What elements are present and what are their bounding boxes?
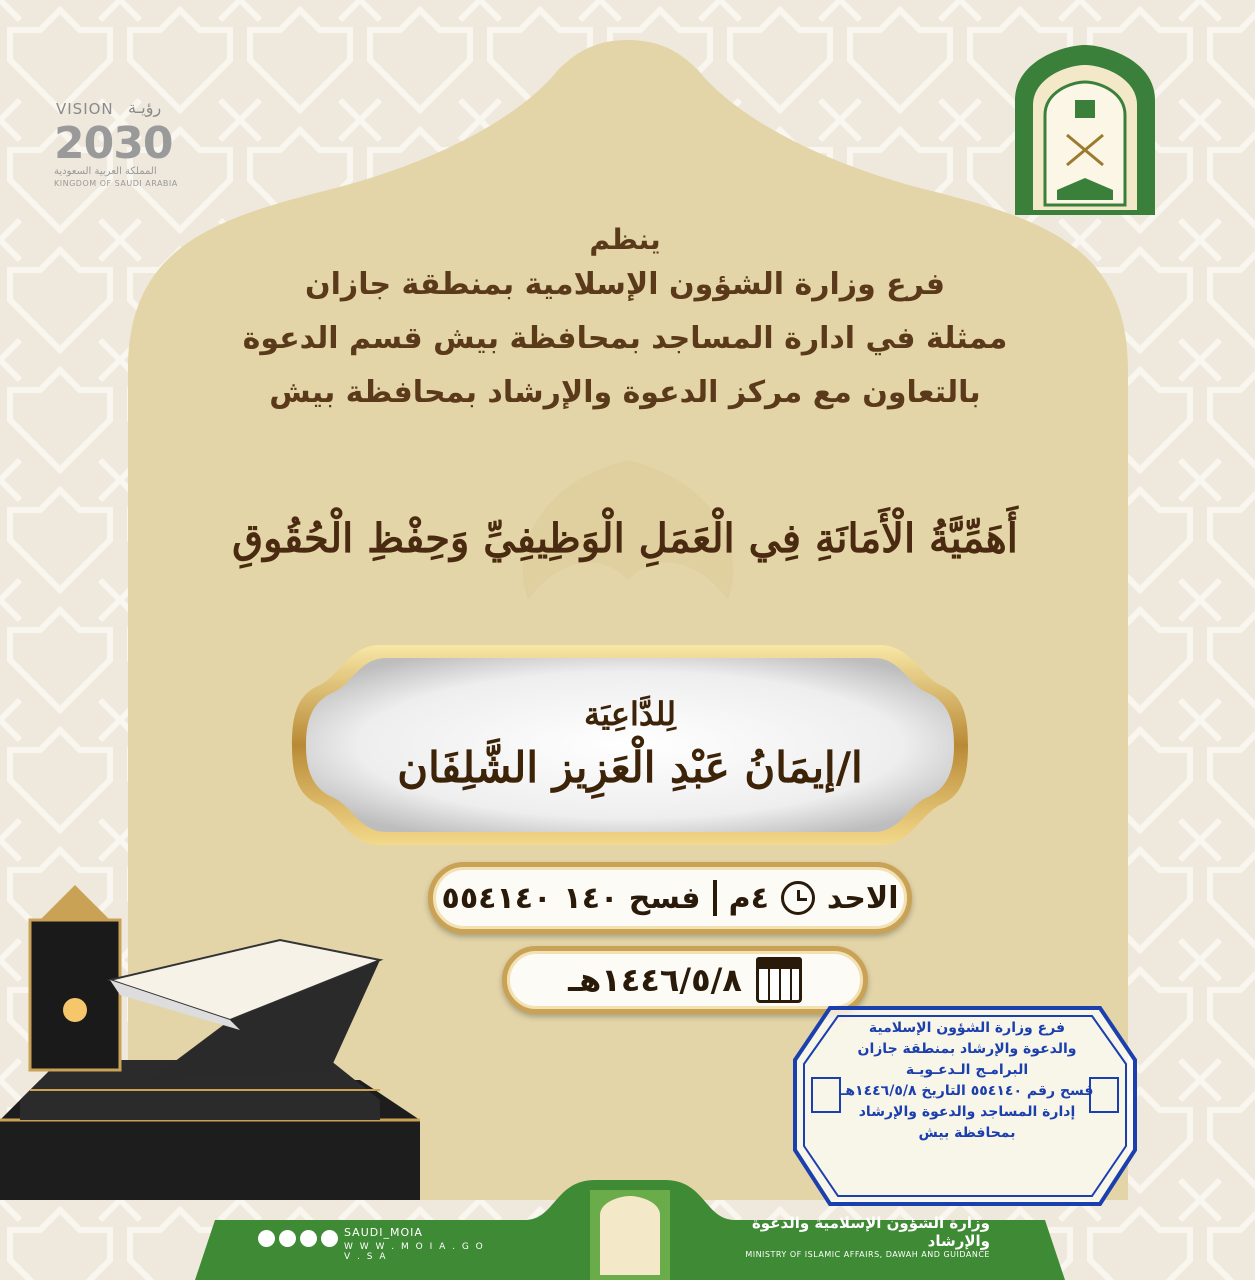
stamp-line-6: بمحافظة بيش bbox=[918, 1125, 1016, 1141]
organizes-label: ينظم bbox=[589, 223, 661, 256]
ministry-name-en: MINISTRY OF ISLAMIC AFFAIRS, DAWAH AND GUIDANCE bbox=[745, 1250, 990, 1259]
speaker-block bbox=[290, 692, 970, 800]
permit-number: ٥٥٤١٤٠ bbox=[441, 880, 552, 916]
day-text: الاحد bbox=[826, 880, 899, 916]
vision-word: VISION bbox=[56, 100, 114, 118]
quran-lantern-illustration bbox=[0, 880, 440, 1200]
stamp-line-4 bbox=[838, 1081, 1096, 1102]
schedule-pill bbox=[428, 862, 912, 934]
calendar-icon bbox=[756, 957, 802, 1003]
organizer-line-3: بالتعاون مع مركز الدعوة والإرشاد بمحافظة بيش bbox=[269, 375, 981, 410]
stamp-line-2: والدعوة والإرشاد بمنطقة جازان bbox=[857, 1041, 1077, 1057]
stamp-line-3: البرامـج الـدعـويـة bbox=[905, 1062, 1029, 1078]
whatsapp-icon[interactable] bbox=[258, 1230, 275, 1247]
stamp-line-1: فرع وزارة الشؤون الإسلامية bbox=[868, 1020, 1066, 1036]
stamp-text bbox=[838, 1018, 1096, 1144]
organizer-block bbox=[150, 222, 1100, 420]
speaker-label: لِلدَّاعِيَة bbox=[584, 695, 676, 733]
clock-icon bbox=[781, 881, 815, 915]
stamp-date-label: التاريخ bbox=[921, 1083, 966, 1099]
vision-2030-logo bbox=[50, 100, 210, 190]
permit-label: فسح ١٤٠ bbox=[563, 880, 701, 916]
social-handle: SAUDI_MOIA bbox=[344, 1226, 423, 1239]
vision-kingdom-en: KINGDOM OF SAUDI ARABIA bbox=[54, 179, 178, 188]
stamp-permit-label: فسح رقم bbox=[1026, 1083, 1094, 1099]
vision-kingdom-ar: المملكة العربية السعودية bbox=[54, 166, 157, 177]
ministry-name-ar: وزارة الشؤون الإسلامية والدعوة والإرشاد bbox=[751, 1214, 990, 1250]
footer-ministry bbox=[720, 1214, 990, 1259]
lecture-title: أَهَمِّيَّةُ الْأَمَانَةِ فِي الْعَمَلِ الْوَظِيفِيِّ وَحِفْظِ الْحُقُوقِ bbox=[232, 515, 1018, 562]
stamp-date-value: ١٤٤٦/٥/٨هـ bbox=[840, 1083, 917, 1099]
stamp-permit-value: ٥٥٤١٤٠ bbox=[970, 1083, 1022, 1099]
social-icons bbox=[258, 1230, 338, 1247]
divider bbox=[713, 880, 717, 916]
organizer-line-2: ممثلة في ادارة المساجد بمحافظة بيش قسم الدعوة bbox=[242, 321, 1008, 356]
time-text: ٤م bbox=[728, 880, 769, 916]
vision-arabic: رؤيـة bbox=[128, 98, 162, 117]
twitter-icon[interactable] bbox=[300, 1230, 317, 1247]
date-text: ١٤٤٦/٥/٨هـ bbox=[568, 961, 742, 999]
stamp-line-5: إدارة المساجد والدعوة والإرشاد bbox=[858, 1104, 1076, 1120]
ministry-logo-icon bbox=[1005, 40, 1165, 220]
facebook-icon[interactable] bbox=[321, 1230, 338, 1247]
organizer-line-1: فرع وزارة الشؤون الإسلامية بمنطقة جازان bbox=[305, 267, 945, 302]
website-url: W W W . M O I A . G O V . S A bbox=[344, 1242, 485, 1262]
speaker-name: ا/إيمَانُ عَبْدِ الْعَزِيز الشَّلِفَان bbox=[397, 743, 863, 792]
youtube-icon[interactable] bbox=[279, 1230, 296, 1247]
vision-year: 2030 bbox=[54, 118, 173, 169]
